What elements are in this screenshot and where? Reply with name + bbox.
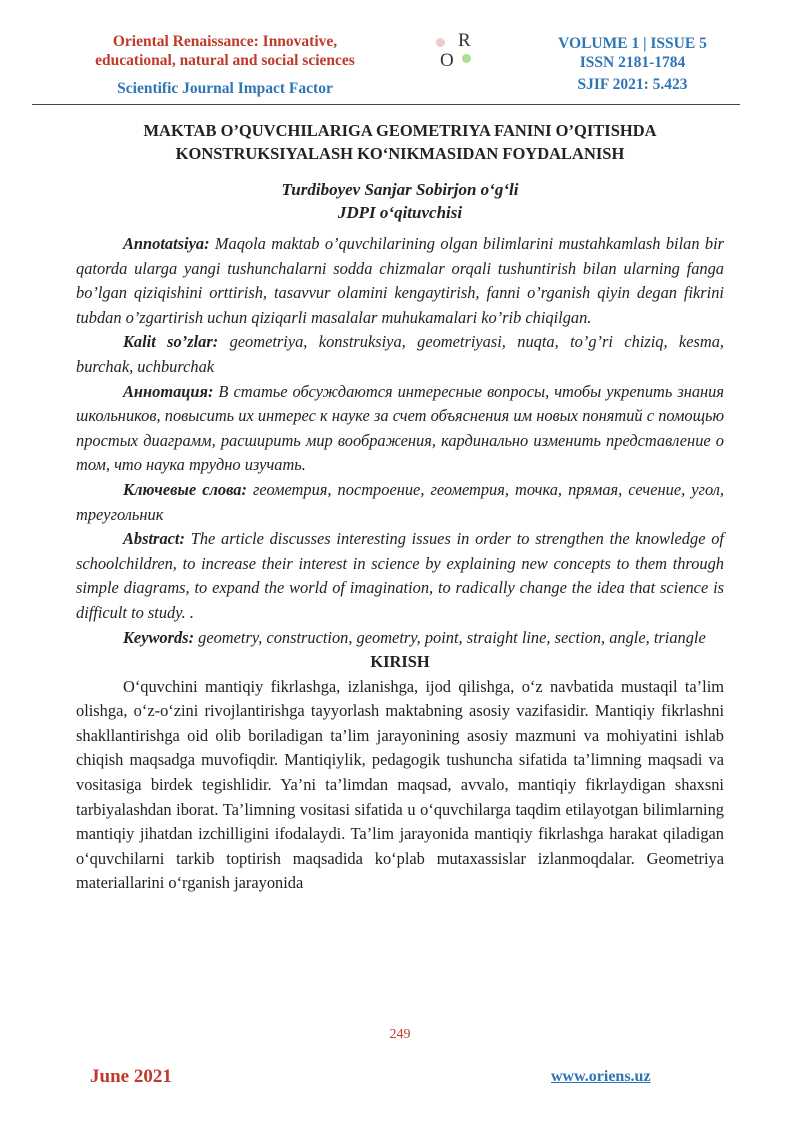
website-link[interactable]: www.oriens.uz [551,1068,651,1085]
annotation-uz [76,232,724,330]
abstract-en-label: Abstract: [123,529,185,549]
journal-logo [428,30,482,72]
intro-paragraph: O‘quvchini mantiqiy fikrlashga, izlanishga, ijod qilishga, o‘z navbatida mustaqil ta’lim olishga, o‘z-o‘zini rivojlantirishga tayyorlash maktabning asosiy vazifasidir. Mantiqiy fikrlashni shakllantirishga oid olib boriladigan ta’lim jarayonining asosiy mazmuni va mohiyatini ishlab chiqish maqsadga muvofiqdir. Mantiqiylik, pedagogik tushuncha sifatida ta’limning maqsadi va vositasiga birdek tegishlidir. Ya’ni ta’limdan maqsad, avvalo, mantiqiy fikrlaydigan shaxsni tarbiyalashdan iborat. Ta’limning vositasi sifatida u o‘quvchilarga taqdim etilayotgan bilimlarning mantiqiy jihatdan izchilligini ifodalaydi. Ta’lim jarayonida mantiqiy fikrlashga harakat qiladigan o‘quvchilarni tarkib toptirish maqsadida ko‘plab mutaxassislar izlanmoqdalar. Geometriya materiallarini o‘rganish jarayonida [76,676,724,893]
author-block [76,178,724,224]
journal-header-right [530,34,735,94]
author-name: Turdiboyev Sanjar Sobirjon o‘g‘li [281,180,519,199]
keywords-en [76,626,724,651]
annotation-uz-label: Annotatsiya: [123,234,210,253]
keywords-uz [76,330,724,379]
journal-header-left [70,32,380,98]
article-title [76,119,724,165]
volume-issue: VOLUME 1 | ISSUE 5 [558,35,707,52]
logo-letter-o: O [440,50,454,71]
abstract-en [76,527,724,625]
page-number: 249 [389,1027,411,1042]
issue-date: June 2021 [90,1066,172,1087]
title-line-1: MAKTAB O’QUVCHILARIGA GEOMETRIYA FANINI O’QITISHDA [143,121,657,140]
header-divider [32,104,740,105]
keywords-uz-text: geometriya, konstruksiya, geometriyasi, nuqta, to’g’ri chiziq, kesma, burchak, uchburchak [76,332,724,376]
keywords-ru [76,478,724,527]
annotation-ru-text: В статье обсуждаются интересные вопросы, чтобы укрепить знания школьников, повысить их интерес к науке за счет объяснения им новых понятий с помощью простых диаграмм, расширить мир воображения, кардинально изменить представление о том, что наука трудно изучать. [76,381,724,475]
journal-name-line2: educational, natural and social sciences [95,52,355,69]
annotation-uz-text: Maqola maktab o’quvchilarining olgan bilimlarini mustahkamlash bilan bir qatorda ularga yangi tushunchalarni sodda chizmalar orqali tushuntirish bilan ularning fanga bo’lgan qiziqishini orttirish, tasavvur olamini kengaytirish, fanni o’rganish qiyin degan fikrini tubdan o’zgartirish uchun qiziqarli masalalar muhukamalari ko’rib chiqilgan. [76,234,724,327]
keywords-ru-label: Ключевые слова: [123,479,247,499]
author-affiliation: JDPI o‘qituvchisi [337,203,463,222]
logo-letter-r: R [458,30,471,51]
keywords-en-label: Keywords: [123,627,195,647]
article-body [76,232,724,896]
abstract-en-text: The article discusses interesting issues in order to strengthen the knowledge of schoolchildren, to increase their interest in science by explaining new concepts to them through simple diagrams, to expand the world of imagination, to radically change the idea that science is difficult to study. . [76,529,724,622]
keywords-uz-label: Kalit so’zlar: [123,332,219,352]
journal-name-line1: Oriental Renaissance: Innovative, [112,33,338,50]
impact-factor-label: Scientific Journal Impact Factor [117,80,333,97]
title-line-2: KONSTRUKSIYALASH KO‘NIKMASIDAN FOYDALANISH [175,144,625,163]
issn: ISSN 2181-1784 [579,54,686,71]
sjif-factor: SJIF 2021: 5.423 [577,76,688,93]
keywords-en-text: geometry, construction, geometry, point, straight line, section, angle, triangle [198,627,706,647]
annotation-ru [76,380,724,478]
section-heading: KIRISH [370,652,430,672]
annotation-ru-label: Аннотация: [123,381,214,401]
keywords-ru-text: геометрия, построение, геометрия, точка, прямая, сечение, угол, треугольник [76,479,724,524]
